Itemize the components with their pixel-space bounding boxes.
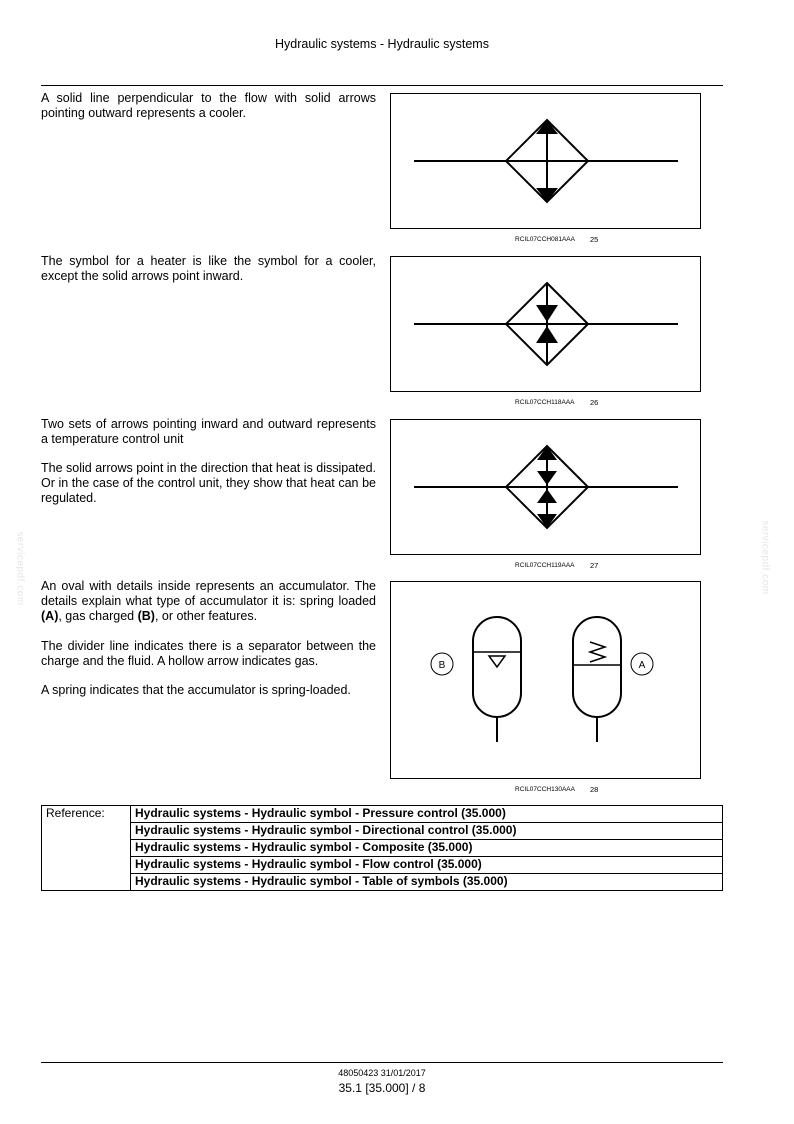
cooler-symbol-figure [390,93,701,229]
hollow-arrow-icon [489,656,505,667]
table-row [42,840,723,857]
gas-charged-ref: (B) [137,609,155,623]
temperature-control-symbol-diagram [391,420,700,554]
figure-number: 28 [590,785,599,794]
arrows-explanation: The solid arrows point in the direction that heat is dissipated. Or in the case of the control unit, they show that heat can be regulated. [41,461,376,505]
footer-rule [41,1062,723,1063]
watermark-right: servicepdf.com [759,520,771,595]
figure-number: 27 [590,561,599,570]
reference-link[interactable]: Hydraulic systems - Hydraulic symbol - Composite (35.000) [131,840,723,857]
figure-code: RCIL07CCH118AAA [515,399,575,406]
table-row [42,857,723,874]
accumulator-symbol-diagram [391,582,700,778]
figure-number: 25 [590,235,599,244]
label-b: B [438,660,446,671]
accumulator-symbol-figure [390,581,701,779]
spring-accumulator-oval [573,617,621,717]
table-row [42,874,723,891]
spring-loaded-ref: (A) [41,609,59,623]
cooler-description: A solid line perpendicular to the flow with solid arrows pointing outward represents a cooler. [41,91,376,120]
figure-code: RCIL07CCH119AAA [515,562,575,569]
temperature-control-symbol-figure [390,419,701,555]
table-row [42,806,723,823]
reference-link[interactable]: Hydraulic systems - Hydraulic symbol - Directional control (35.000) [131,823,723,840]
heater-symbol-diagram [391,257,700,391]
watermark-left: servicepdf.com [14,531,26,606]
page-header-title: Hydraulic systems - Hydraulic systems [275,37,489,51]
reference-label: Reference: [42,806,131,891]
arrow-down-icon [537,471,557,485]
heater-description: The symbol for a heater is like the symbol for a cooler, except the solid arrows point inward. [41,254,376,283]
reference-table [41,805,723,891]
reference-link[interactable]: Hydraulic systems - Hydraulic symbol - Table of symbols (35.000) [131,874,723,891]
reference-link[interactable]: Hydraulic systems - Hydraulic symbol - Flow control (35.000) [131,857,723,874]
arrow-up-icon [537,489,557,503]
spring-icon [590,642,605,662]
header-rule [41,85,723,86]
table-row [42,823,723,840]
accumulator-description [41,579,376,624]
figure-code: RCIL07CCH081AAA [515,236,575,243]
heater-symbol-figure [390,256,701,392]
figure-code: RCIL07CCH130AAA [515,786,575,793]
reference-link[interactable]: Hydraulic systems - Hydraulic symbol - Pressure control (35.000) [131,806,723,823]
spring-description: A spring indicates that the accumulator is spring-loaded. [41,683,351,697]
temperature-control-description: Two sets of arrows pointing inward and outward represents a temperature control unit [41,417,376,446]
accumulator-text: , or other features. [154,609,258,623]
divider-line-description: The divider line indicates there is a separator between the charge and the fluid. A hollow arrow indicates gas. [41,639,376,668]
figure-number: 26 [590,398,599,407]
footer-doc-id: 48050423 31/01/2017 [338,1068,426,1078]
footer-page-number: 35.1 [35.000] / 8 [338,1081,426,1095]
accumulator-text: An oval with details inside represents an accumulator. The details explain what type of accumulator it is: spring loaded [41,579,376,608]
arrow-down-icon [536,305,558,322]
cooler-symbol-diagram [391,94,700,228]
label-a: A [638,660,646,671]
accumulator-text: , gas charged [58,609,138,623]
arrow-up-icon [536,326,558,343]
